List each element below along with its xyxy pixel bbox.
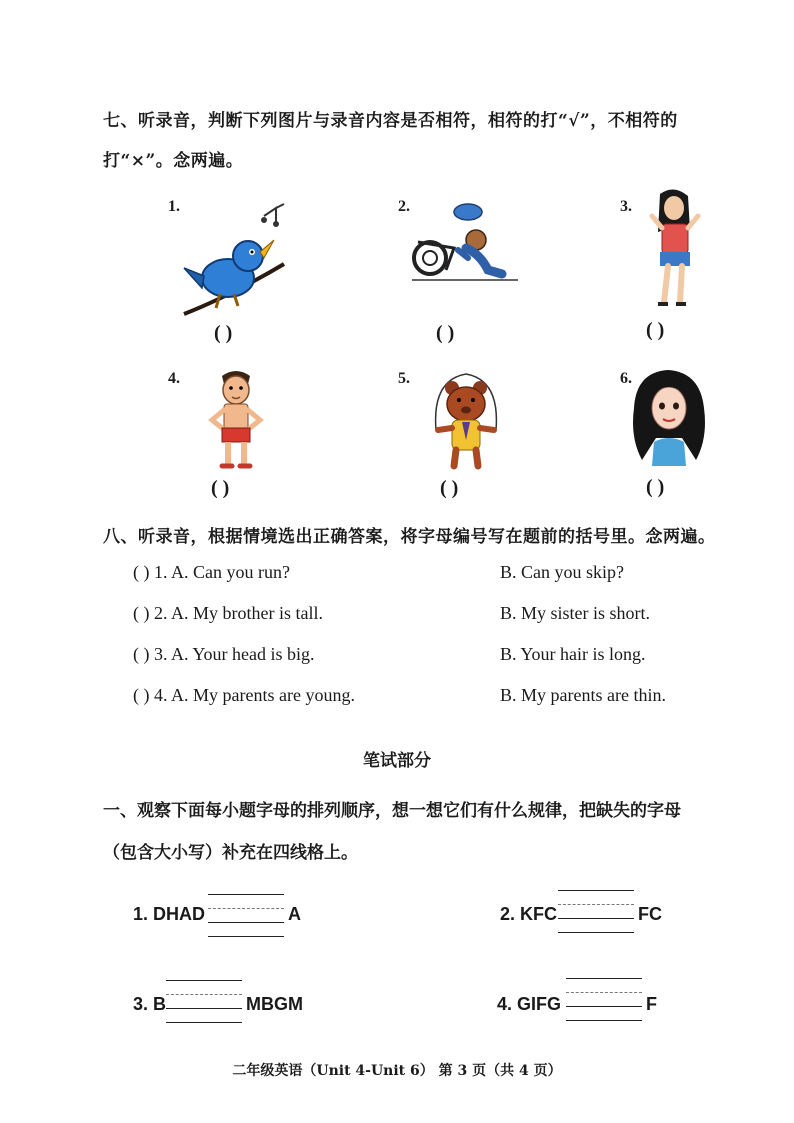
letter-exercise-1-prefix: 1. DHAD bbox=[133, 904, 206, 924]
section7-title-line2: 打“×”。念两遍。 bbox=[103, 151, 244, 171]
letter-exercise-4-suffix: F bbox=[646, 994, 657, 1014]
question-option-b: B. Can you skip? bbox=[500, 562, 624, 582]
item-number-5: 5. bbox=[398, 370, 410, 387]
letter-exercise-2-prefix: 2. KFC bbox=[500, 904, 558, 924]
answer-paren-5[interactable]: ( ) bbox=[440, 477, 459, 499]
question-row bbox=[133, 644, 315, 665]
item-number-1: 1. bbox=[168, 198, 180, 215]
four-line-grid-3[interactable] bbox=[166, 980, 242, 1026]
four-line-grid-1[interactable] bbox=[208, 894, 284, 940]
question-row bbox=[133, 562, 290, 583]
fallen-cyclist-picture bbox=[410, 200, 520, 284]
written-section1-line2: （包含大小写）补充在四线格上。 bbox=[103, 843, 358, 863]
question-row bbox=[133, 685, 355, 706]
girl-long-hair-picture bbox=[644, 186, 706, 318]
written-part-title: 笔试部分 bbox=[363, 751, 431, 771]
item-number-4: 4. bbox=[168, 370, 180, 387]
question-option-b: B. My sister is short. bbox=[500, 603, 651, 623]
answer-paren-4[interactable]: ( ) bbox=[211, 477, 230, 499]
item-number-2: 2. bbox=[398, 198, 410, 215]
answer-paren-3[interactable]: ( ) bbox=[646, 319, 665, 341]
question-option-b: B. My parents are thin. bbox=[500, 685, 666, 705]
four-line-grid-4[interactable] bbox=[566, 978, 642, 1024]
bear-skipping-picture bbox=[426, 370, 506, 474]
question-answer-paren[interactable]: ( ) bbox=[133, 603, 150, 623]
section8-title: 八、听录音，根据情境选出正确答案，将字母编号写在题前的括号里。念两遍。 bbox=[103, 527, 716, 547]
question-option-a: 1. A. Can you run? bbox=[154, 562, 290, 582]
answer-paren-1[interactable]: ( ) bbox=[214, 322, 233, 344]
letter-exercise-2-suffix: FC bbox=[638, 904, 662, 924]
letter-exercise-3-suffix: MBGM bbox=[246, 994, 303, 1014]
item-number-6: 6. bbox=[620, 370, 632, 387]
section7-title-line1: 七、听录音，判断下列图片与录音内容是否相符，相符的打“√”，不相符的 bbox=[103, 111, 678, 131]
bird-singing-picture bbox=[180, 196, 290, 320]
item-number-3: 3. bbox=[620, 198, 632, 215]
letter-exercise-1-suffix: A bbox=[288, 904, 301, 924]
question-option-a: 2. A. My brother is tall. bbox=[154, 603, 323, 623]
question-option-b: B. Your hair is long. bbox=[500, 644, 646, 664]
page-footer: 二年级英语（Unit 4-Unit 6） 第 3 页（共 4 页） bbox=[232, 1063, 562, 1079]
girl-curly-hair-picture bbox=[628, 368, 710, 468]
letter-exercise-4-prefix: 4. GIFG bbox=[497, 994, 562, 1014]
written-section1-line1: 一、观察下面每小题字母的排列顺序，想一想它们有什么规律，把缺失的字母 bbox=[103, 801, 681, 821]
question-option-a: 4. A. My parents are young. bbox=[154, 685, 355, 705]
question-option-a: 3. A. Your head is big. bbox=[154, 644, 315, 664]
answer-paren-6[interactable]: ( ) bbox=[646, 476, 665, 498]
answer-paren-2[interactable]: ( ) bbox=[436, 322, 455, 344]
question-answer-paren[interactable]: ( ) bbox=[133, 685, 150, 705]
letter-exercise-3-prefix: 3. B bbox=[133, 994, 167, 1014]
question-row bbox=[133, 603, 323, 624]
question-answer-paren[interactable]: ( ) bbox=[133, 562, 150, 582]
question-answer-paren[interactable]: ( ) bbox=[133, 644, 150, 664]
four-line-grid-2[interactable] bbox=[558, 890, 634, 936]
boy-standing-picture bbox=[204, 366, 268, 472]
